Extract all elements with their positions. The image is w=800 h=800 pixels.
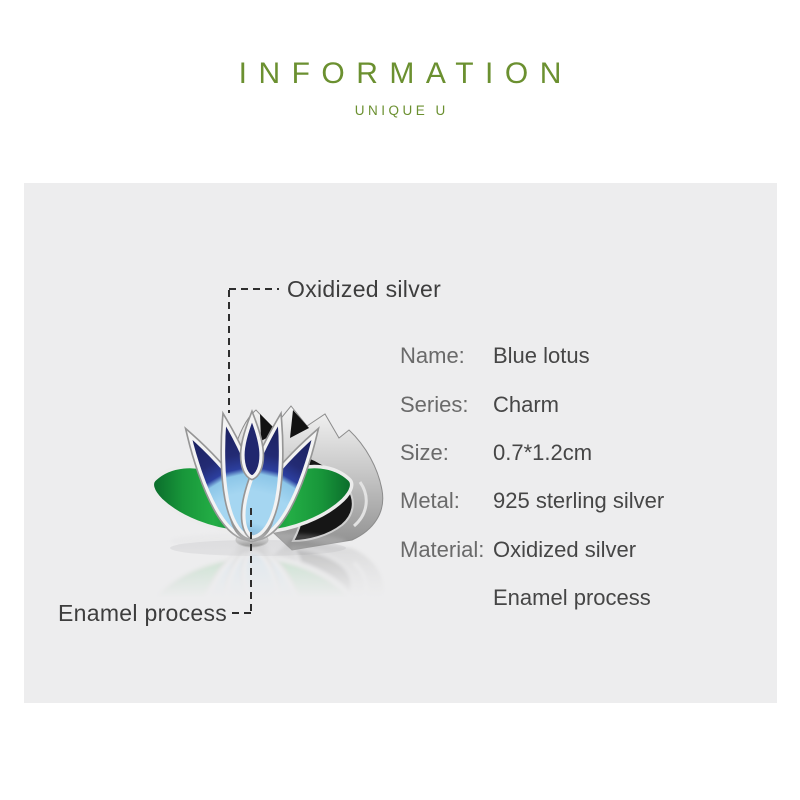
callout-line-bottom-vertical	[250, 508, 252, 613]
spec-label: Series:	[400, 391, 469, 417]
spec-value: Oxidized silver	[493, 536, 637, 562]
spec-row-name	[400, 332, 664, 380]
spec-row-size	[400, 429, 664, 477]
callout-line-bottom-horizontal	[232, 612, 251, 614]
callout-enamel-process: Enamel process	[58, 600, 228, 626]
spec-list	[400, 332, 664, 622]
spec-value: 0.7*1.2cm	[493, 439, 593, 465]
reflection-fade	[140, 541, 410, 598]
brand-subtitle: UNIQUE U	[354, 103, 449, 118]
callout-oxidized-silver: Oxidized silver	[287, 276, 442, 302]
product-photo	[140, 398, 410, 598]
spec-value: Blue lotus	[493, 343, 590, 369]
spec-value: Enamel process	[493, 585, 651, 611]
spec-label: Metal:	[400, 488, 460, 514]
spec-label: Material:	[400, 536, 485, 562]
spec-row-material-2	[400, 574, 664, 622]
spec-row-metal	[400, 477, 664, 525]
spec-row-material	[400, 526, 664, 574]
spec-label: Name:	[400, 343, 465, 369]
petal-center-spade	[243, 418, 261, 477]
page-title: INFORMATION	[238, 57, 573, 90]
blue-lotus-charm-illustration	[140, 398, 410, 598]
spec-row-series	[400, 380, 664, 428]
spec-label: Size:	[400, 439, 449, 465]
callout-line-top-horizontal	[229, 288, 279, 290]
spec-value: Charm	[493, 391, 560, 417]
spec-value: 925 sterling silver	[493, 488, 665, 514]
callout-line-top-vertical	[228, 290, 230, 413]
